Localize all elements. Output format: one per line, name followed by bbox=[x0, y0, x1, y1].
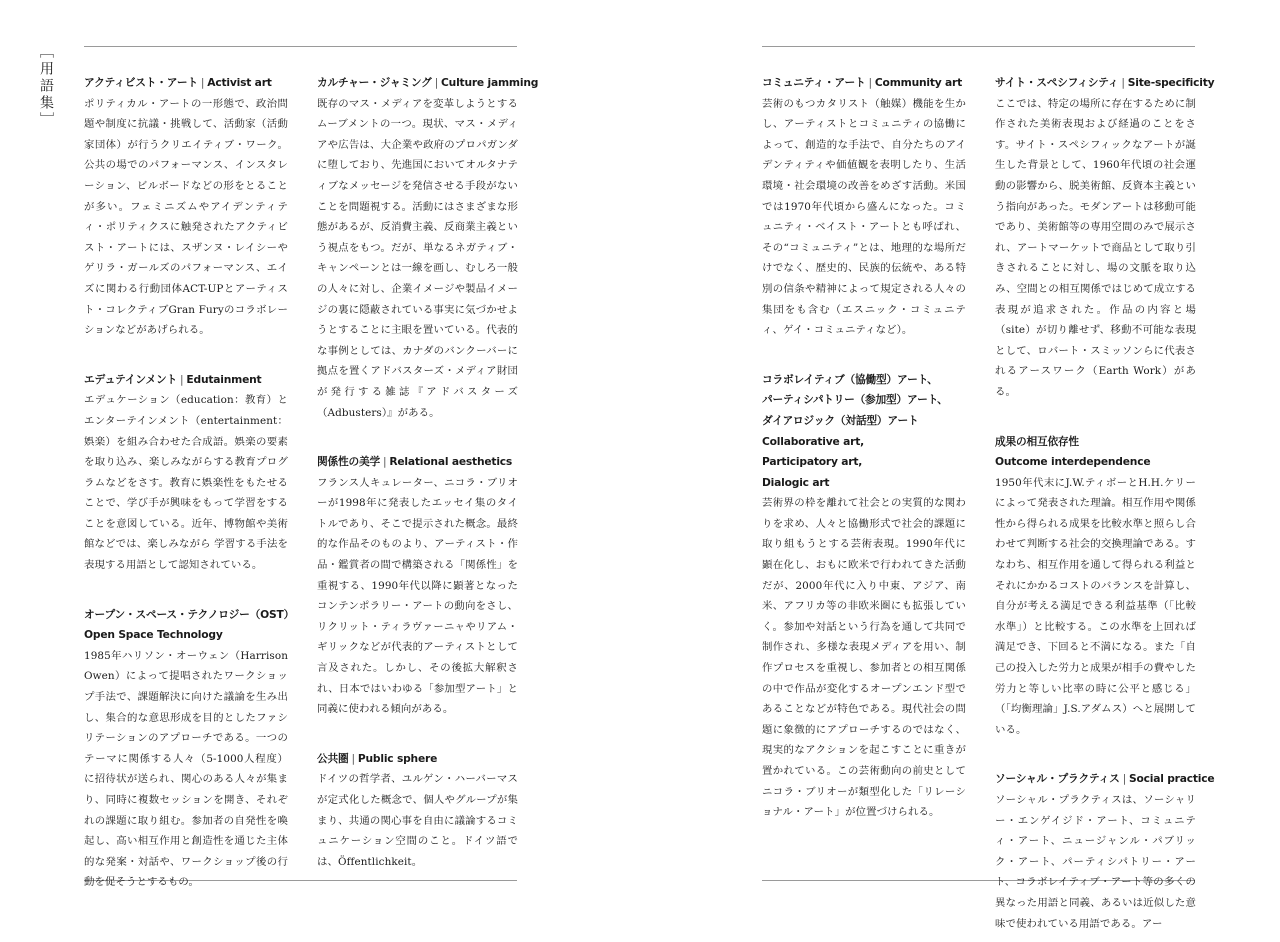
entry-community-art bbox=[762, 73, 966, 341]
entry-edutainment bbox=[84, 370, 288, 576]
heading-ja: コミュニティ・アート bbox=[762, 76, 866, 89]
column-4 bbox=[995, 73, 1215, 934]
entry-outcome-interdependence bbox=[995, 432, 1196, 741]
heading-en: Relational aesthetics bbox=[389, 455, 513, 469]
column-2 bbox=[317, 73, 539, 872]
heading-en: Public sphere bbox=[357, 751, 438, 765]
entry-body: 1950年代末にJ.W.ティボーとH.H.ケリーによって発表された理論。相互作用や関係性から得られる成果を比較水準と照らし合わせて判断する社会的交換理論である。すなわち、相互作用を通して得られる利益とそれにかかるコストのバランスを計算し、自分が考える満足できる利益基準（「比較水準」）と比較する。この水準を上回れば満足でき、下回ると不満になる。また「自己の投入した労力と成果が相手の費やした労力と等しい比率の時に公平と感じる」（「均衡理論」J.S.アダムス）へと展開している。 bbox=[995, 476, 1196, 736]
heading-ja: カルチャー・ジャミング bbox=[317, 76, 432, 89]
entry-heading bbox=[317, 73, 539, 94]
entry-social-practice bbox=[995, 769, 1215, 934]
entry-collaborative-art bbox=[762, 370, 966, 823]
entry-activist-art bbox=[84, 73, 288, 341]
entry-heading bbox=[317, 452, 518, 473]
entry-public-sphere bbox=[317, 749, 518, 873]
entry-heading bbox=[762, 73, 966, 94]
heading-en: Open Space Technology bbox=[84, 628, 223, 642]
entry-body: 1985年ハリソン・オーウェン（Harrison Owen）によって提唱されたワークショップ手法で、課題解決に向けた議論を生み出し、集合的な意思形成を目的としたファシリテーションのアプローチである。一つのテーマに関係する人々（5-1000人程度）に招待状が送られ、関心のある人々が集まり、同時に複数セッションを開き、それぞれの課題に取り組む。参加者の自発性を喚起し、高い相互作用と創造性を通じた主体的な発案・対話や、ワークショップ後の行動を促そうとするもの。 bbox=[84, 649, 288, 889]
entry-heading bbox=[84, 73, 288, 94]
glossary-label: ［用語集］ bbox=[38, 44, 54, 129]
entry-open-space-technology bbox=[84, 605, 295, 893]
heading-separator: | bbox=[1121, 76, 1125, 89]
column-3 bbox=[762, 73, 966, 823]
heading-en: Social practice bbox=[1128, 772, 1215, 786]
heading-ja-line-1: コラボレイティブ（協働型）アート、 bbox=[762, 372, 938, 386]
heading-ja: 成果の相互依存性 bbox=[995, 434, 1079, 448]
heading-ja: オープン・スペース・テクノロジー（OST） bbox=[84, 607, 295, 621]
entry-heading bbox=[84, 370, 288, 391]
heading-ja: 関係性の美学 bbox=[317, 455, 380, 469]
entry-body: 芸術界の枠を離れて社会との実質的な関わりを求め、人々と協働形式で社会的課題に取り組もうとする芸術表現。1990年代に顕在化し、おもに欧米で行われてきた活動だが、2000年代に入り中東、アジア、南米、アフリカ等の非欧米圏にも拡張していく。参加や対話という行為を通して共同で制作され、多様な表現メディアを用い、制作プロセスを重視し、参加者との相互関係の中で作品が変化するオープンエンド型であることなどが特色である。現代社会の問題に象徴的にアプローチするのではなく、現実的なアクションを起こすことに重きが置かれている。この芸術動向の前史としてニコラ・ブリオーが類型化した「リレーショナル・アート」が位置づけられる。 bbox=[762, 497, 966, 819]
heading-separator: | bbox=[351, 751, 355, 765]
heading-ja: 公共圏 bbox=[317, 751, 349, 765]
heading-en: Site-specificity bbox=[1127, 76, 1215, 89]
heading-ja-line-2: パーティシパトリー（参加型）アート、 bbox=[762, 393, 948, 407]
entry-body: 既存のマス・メディアを変革しようとするムーブメントの一つ。現状、マス・メディアや広告は、大企業や政府のプロパガンダに堕しており、先進国においてオルタナティブなメッセージを発信させる手段がないことを問題視する。活動にはさまざまな形態があるが、反消費主義、反商業主義という視点をもつ。だが、単なるネガティブ・キャンペーンとは一線を画し、むしろ一般の人々に対し、企業イメージや製品イメージの裏に隠蔽されている事実に気づかせようとすることに主眼を置いている。代表的な事例としては、カナダのバンクーバーに拠点を置くアドバスターズ・メディア財団が発行する雑誌『アドバスターズ（Adbusters）』がある。 bbox=[317, 97, 518, 419]
heading-en: Outcome interdependence bbox=[995, 455, 1151, 469]
heading-en: Activist art bbox=[207, 76, 272, 89]
heading-en: Culture jamming bbox=[441, 76, 539, 89]
entry-relational-aesthetics bbox=[317, 452, 518, 720]
entry-heading bbox=[995, 769, 1215, 790]
heading-en: Community art bbox=[874, 76, 963, 89]
heading-separator: | bbox=[434, 76, 439, 89]
entry-culture-jamming bbox=[317, 73, 539, 423]
heading-en-line-1: Collaborative art, bbox=[762, 434, 864, 448]
heading-en: Edutainment bbox=[186, 372, 262, 386]
heading-ja: ソーシャル・プラクティス bbox=[995, 772, 1120, 786]
heading-ja: サイト・スペシフィシティ bbox=[995, 76, 1119, 89]
heading-en-line-2: Participatory art, bbox=[762, 455, 863, 469]
entry-body: ドイツの哲学者、ユルゲン・ハーバーマスが定式化した概念で、個人やグループが集まり、共通の関心事を自由に議論するコミュニケーション空間のこと。ドイツ語では、Öffentlichkeit。 bbox=[317, 773, 518, 868]
entry-body: ソーシャル・プラクティスは、ソーシャリー・エンゲイジド・アート、コミュニティ・アート、ニュージャンル・パブリック・アート、パーティシパトリー・アート、コラボレイティブ・アート等の多くの異なった用語と同義、あるいは近似した意味で使われている用語である。アー bbox=[995, 794, 1196, 930]
heading-ja: アクティビスト・アート bbox=[84, 76, 198, 89]
heading-separator: | bbox=[382, 455, 387, 469]
heading-ja: エデュテインメント bbox=[84, 372, 177, 386]
heading-ja-line-3: ダイアロジック（対話型）アート bbox=[762, 413, 919, 427]
entry-body: エデュケーション（education：教育）とエンターテインメント（entertainment：娯楽）を組み合わせた合成語。娯楽の要素を取り込み、楽しみながらする教育プログラムなどをさす。教育に娯楽性をもたせることで、学び手が興味をもって学習をすることを意図している。近年、博物館や美術館などでは、楽しみながら 学習する手法を表現する用語として認知されている。 bbox=[84, 394, 288, 572]
entry-body: ここでは、特定の場所に存在するために制作された美術表現および経過のことをさす。サイト・スペシフィックなアートが誕生した背景として、1960年代頃の社会運動の影響から、脱美術館、反資本主義という指向があった。モダンアートは移動可能であり、美術館等の専用空間のみで展示され、アートマーケットで商品として取り引きされることに対し、場の文脈を取り込み、空間との相互関係ではじめて成立する表現が追求された。作品の内容と場（site）が切り離せず、移動不可能な表現として、ロバート・スミッソンらに代表されるアースワーク（Earth Work）がある。 bbox=[995, 97, 1196, 398]
heading-separator: | bbox=[1122, 772, 1126, 786]
column-1 bbox=[84, 73, 295, 893]
top-rule-right bbox=[762, 46, 1195, 47]
entry-site-specificity bbox=[995, 73, 1215, 403]
entry-body: 芸術のもつカタリスト（触媒）機能を生かし、アーティストとコミュニティの協働によって、創造的な手法で、自分たちのアイデンティティや価値観を表明したり、生活環境・社会環境の改善をめざす活動。米国では1970年代頃から盛んになった。コミュニティ・ベイスト・アートとも呼ばれ、その“コミュニティ”とは、地理的な場所だけでなく、歴史的、民族的伝統や、ある特別の信条や精神によって規定される人々の集団をも含む（エスニック・コミュニティ、ゲイ・コミュニティなど）。 bbox=[762, 97, 966, 337]
entry-body: ポリティカル・アートの一形態で、政治問題や制度に抗議・挑戦して、活動家（活動家団体）が行うクリエイティブ・ワーク。公共の場でのパフォーマンス、インスタレーション、ビルボードなどの形をとることが多い。フェミニズムやアイデンティティ・ポリティクスに触発されたアクティビスト・アートには、スザンヌ・レイシーやゲリラ・ガールズのパフォーマンス、エイズに関わる行動団体ACT-UPとアーティスト・コレクティブGran Furyのコラボレーションなどがあげられる。 bbox=[84, 97, 288, 337]
entry-heading bbox=[995, 73, 1215, 94]
heading-separator: | bbox=[180, 372, 184, 386]
heading-separator: | bbox=[868, 76, 872, 89]
entry-heading bbox=[317, 749, 518, 770]
heading-separator: | bbox=[200, 76, 205, 89]
heading-en-line-3: Dialogic art bbox=[762, 475, 830, 489]
entry-body: フランス人キュレーター、ニコラ・ブリオーが1998年に発表したエッセイ集のタイトルであり、そこで提示された概念。最終的な作品そのものより、アーティスト・作品・鑑賞者の間で構築される「関係性」を重視する、1990年代以降に顕著となったコンテンポラリー・アートの動向をさし、リクリット・ティラヴァーニャやリアム・ギリックなどが代表的アーティストとして言及された。しかし、その後拡大解釈され、日本ではいわゆる「参加型アート」と同義に使われる傾向がある。 bbox=[317, 476, 518, 716]
top-rule-left bbox=[84, 46, 517, 47]
